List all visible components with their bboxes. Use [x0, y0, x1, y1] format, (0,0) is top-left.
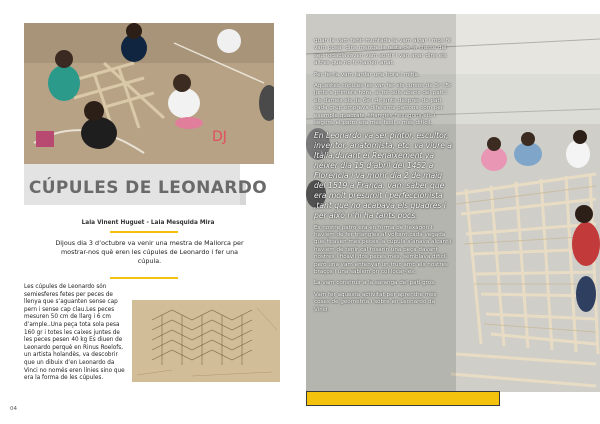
page-number: 04 — [10, 406, 17, 412]
right-paragraph-6: Vam fer aquesta activitat per aprendre més coses de geometria i sobre en Leonardo da Vinci. — [314, 291, 437, 313]
leonardo-bio-paragraph: En Leonardo va ser pintor, escultor, inventor, anatomista, etc. va viure a Itàlia,durant el Renaixement va néixer dia 15 d’abril del 1452 a Florència i va morir dia 2 de maig del 1519 a França. vam saber que era molt presumit i perfeccionista ,tant que no acabava els quadres i per això n’hi ha tants pocs. — [314, 131, 452, 220]
leonardo-sketch-image — [132, 300, 280, 382]
children-building-photo — [24, 23, 274, 164]
yellow-divider-bottom — [110, 277, 178, 279]
right-page — [300, 0, 600, 424]
authors-line: Laia Vinent Huguet - Laia Mesquida Mira — [81, 220, 215, 226]
right-text-column — [314, 38, 452, 318]
right-paragraph-1: quan la vam tenir muntada la vam alçar i mos hi vam posar dins mentre la resta de la classe del seu rodaclavaven vam sortir i van anar dins els altres que no hi havien anat. — [314, 38, 451, 67]
dome-construction-photo — [306, 14, 600, 392]
intro-paragraph: Dijous dia 3 d’octubre va venir una mestra de Mallorca per mostrar-nos què eren les cúpules de Leonardo i fer una cúpula. — [55, 239, 244, 265]
right-paragraph-5: La vam construir a la saranga del pati gros. — [314, 280, 436, 287]
yellow-divider-top — [110, 231, 178, 233]
body-paragraph: Les cúpules de Leonardo són semiesferes fetes per peces de llenya que s’aguanten sense cap pern i sense cap clau.Les peces mesuren 50 cm de llarg i 6 cm d’ample..Una peça tota sola pesa 160 gr i totes les caixes juntes de les peces pesen 40 kg Es diuen de Leonardo perquè en Rinus Roelofs, un artista holandès, va descobrir que un dibuix d’en Leonardo da Vinci no només eren línies sino que era la forma de les cúpules. — [24, 284, 125, 382]
right-paragraph-4: Es nostre patró era en forma de hexàgon i havíem de fer triangles al voltant.cada vegada que ficaven més peces la cúpula s’anava alçant.i havíem de tenir cal fosarin una peça davant nostres i ficavil dos peces més, semblava difícil però una vam entenyar un truc amb els nostres braços i una sablem on col·locar-les. — [314, 224, 452, 276]
right-paragraph-3: Aquestes cúpules les van fer els cursos de 3r i 5r junts a primera hora, al tot sols abans del pati i els dames els de 6è i 4t junts després de pati. cada grup empreva diferents patrons com per exemple quadrats, triangles,hexagons,etc i segons el patró era més fàcil o més difícil. — [314, 83, 452, 127]
svg-text:DJ: DJ — [212, 129, 227, 145]
page-title: CÚPULES DE LEONARDO — [28, 178, 268, 198]
yellow-footer-bar — [306, 391, 500, 406]
right-paragraph-2: Per fer-la vam tardar una hora i mitja. — [314, 71, 420, 78]
